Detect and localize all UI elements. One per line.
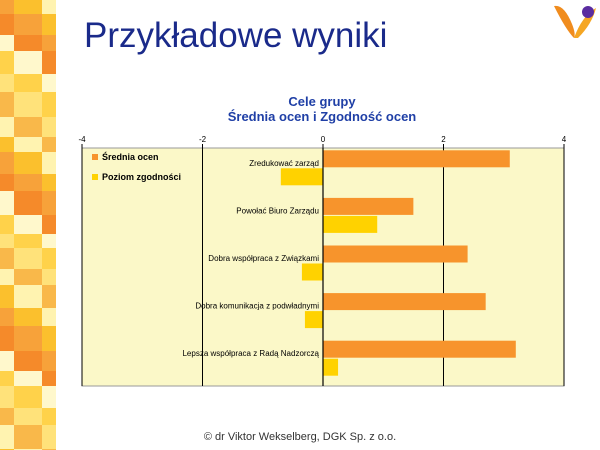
bar-srednia-ocen bbox=[323, 150, 510, 167]
category-label: Powołać Biuro Zarządu bbox=[236, 206, 319, 216]
category-label: Lepsza współpraca z Radą Nadzorczą bbox=[182, 349, 319, 359]
category-label: Dobra komunikacja z podwładnymi bbox=[195, 301, 319, 311]
slide-title: Przykładowe wyniki bbox=[84, 16, 388, 55]
bar-poziom-zgodnosci bbox=[323, 216, 377, 233]
legend-label: Poziom zgodności bbox=[102, 172, 182, 182]
x-tick-label: 2 bbox=[441, 135, 446, 144]
bar-srednia-ocen bbox=[323, 246, 468, 263]
bar-srednia-ocen bbox=[323, 341, 516, 358]
bar-poziom-zgodnosci bbox=[305, 311, 323, 328]
category-label: Dobra współpraca z Związkami bbox=[208, 254, 319, 263]
x-tick-label: 4 bbox=[561, 135, 567, 144]
bar-poziom-zgodnosci bbox=[323, 359, 338, 376]
bar-poziom-zgodnosci bbox=[302, 264, 323, 281]
bar-poziom-zgodnosci bbox=[281, 168, 323, 185]
category-label: Zredukować zarząd bbox=[249, 158, 319, 168]
legend-label: Średnia ocen bbox=[102, 152, 159, 162]
x-tick-label: -2 bbox=[198, 135, 207, 144]
chart-title-line-2: Średnia ocen i Zgodność ocen bbox=[227, 109, 417, 124]
footer-copyright: © dr Viktor Wekselberg, DGK Sp. z o.o. bbox=[203, 431, 397, 443]
chart-title-line-1: Cele grupy bbox=[288, 94, 356, 109]
bar-srednia-ocen bbox=[323, 293, 486, 310]
bar-srednia-ocen bbox=[323, 198, 413, 215]
legend-swatch bbox=[92, 154, 98, 160]
x-tick-label: 0 bbox=[320, 135, 326, 144]
x-tick-label: -4 bbox=[78, 135, 86, 144]
legend-swatch bbox=[92, 174, 98, 180]
